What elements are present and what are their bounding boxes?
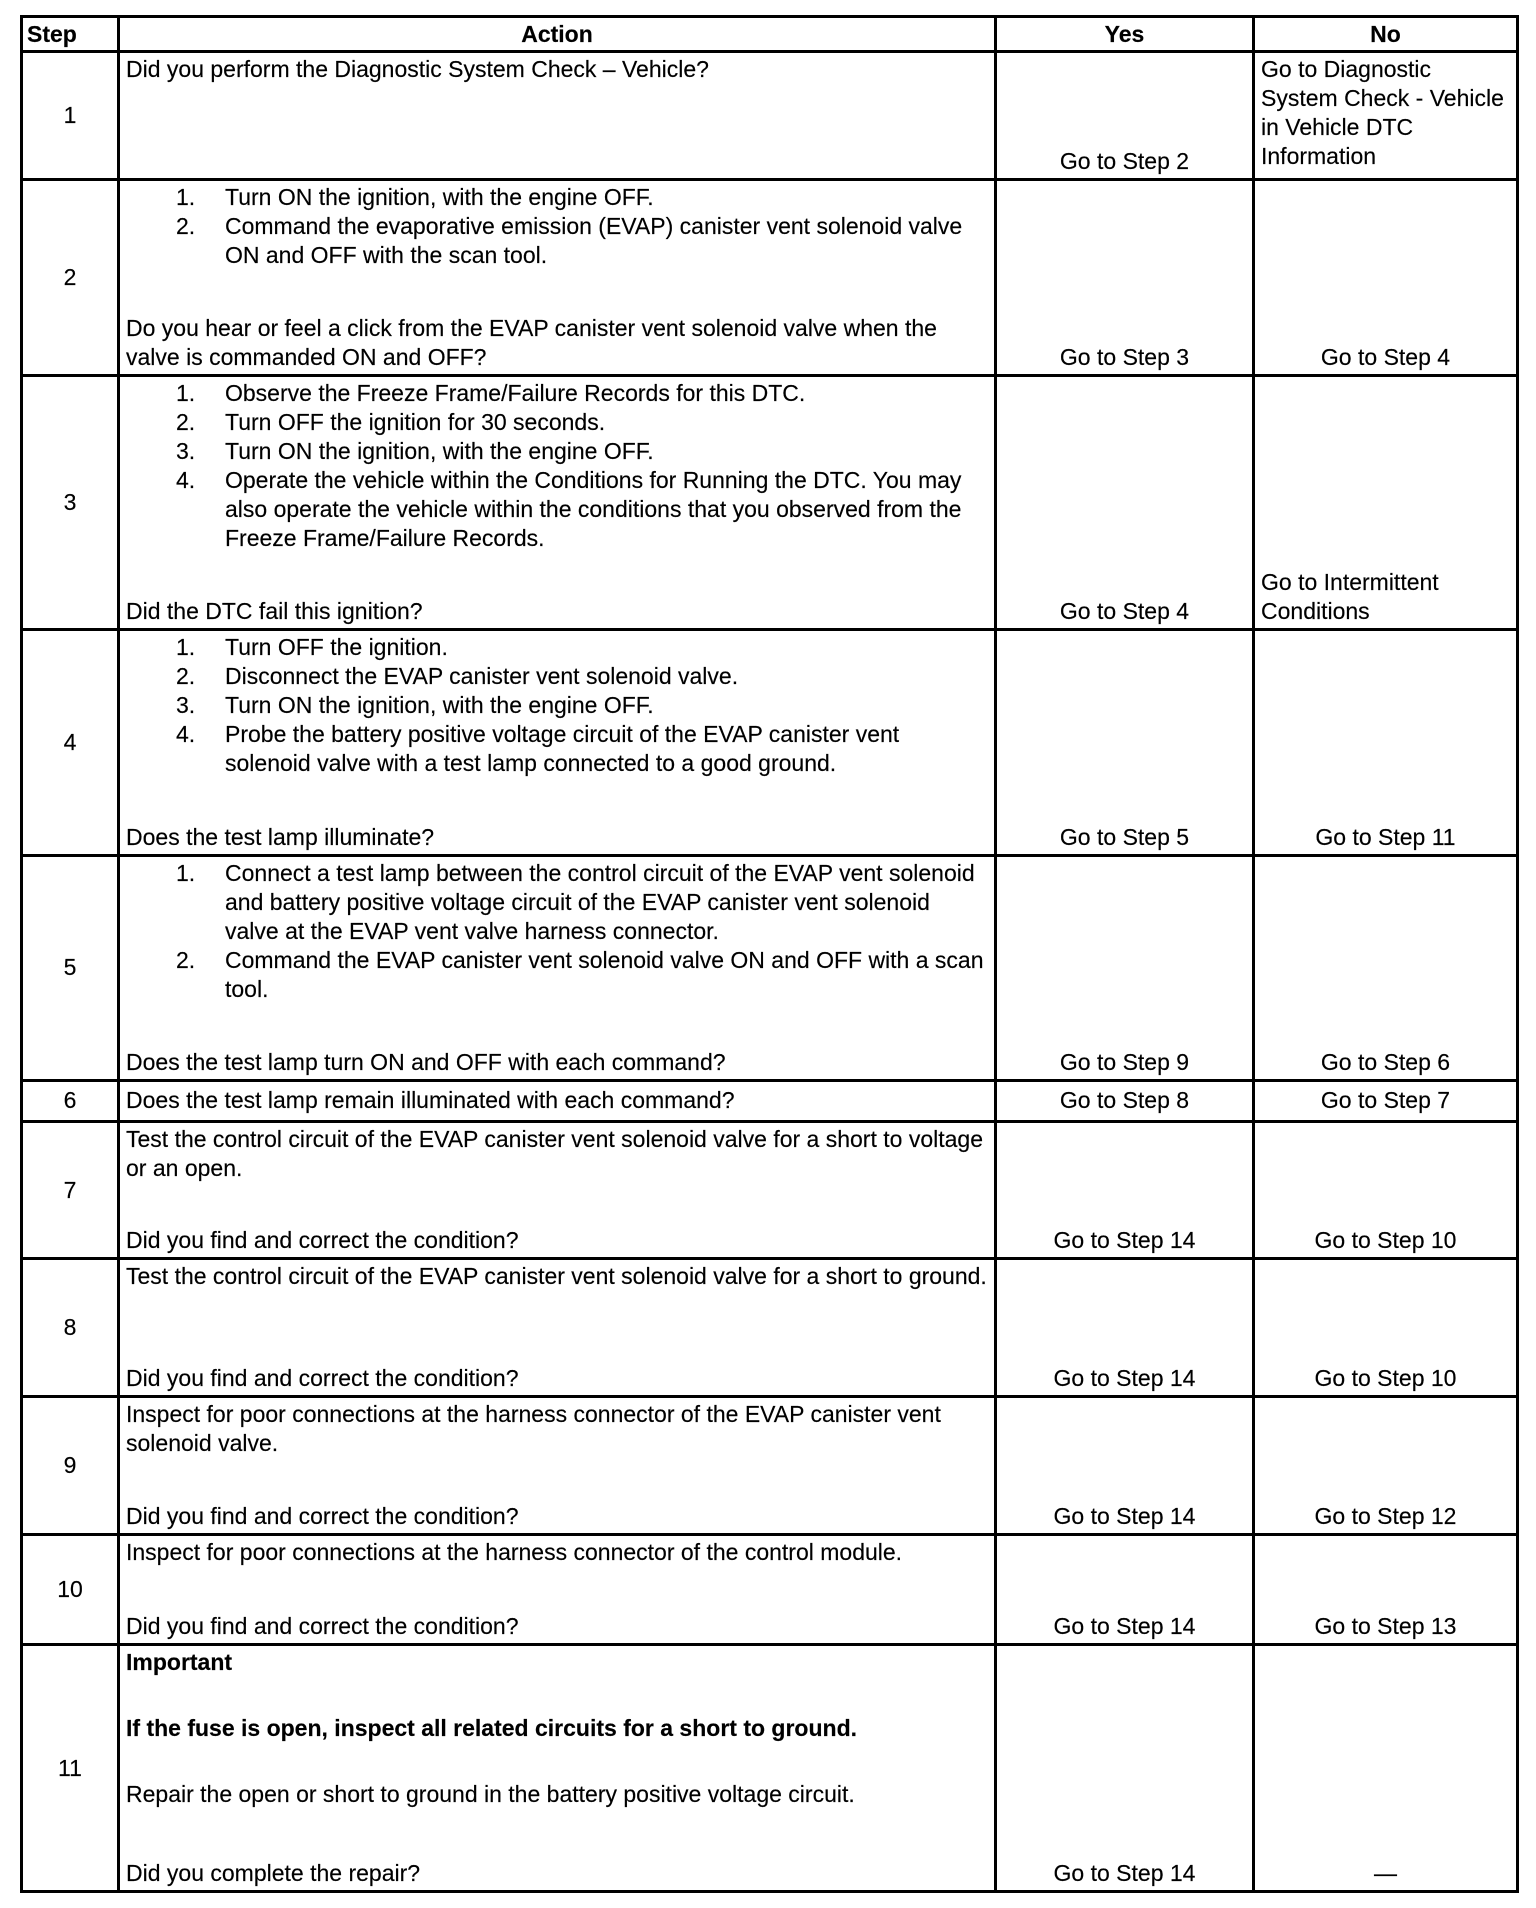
- action-steps: [126, 183, 988, 270]
- step-number: 4: [22, 630, 119, 856]
- action-question: Did you find and correct the condition?: [126, 1227, 519, 1254]
- step-number: 6: [22, 1081, 119, 1121]
- action-step: 3. Turn ON the ignition, with the engine OFF.: [176, 438, 654, 465]
- no-cell: Go to Step 12: [1254, 1397, 1518, 1535]
- action-cell: [119, 179, 996, 375]
- important-note: If the fuse is open, inspect all related circuits for a short to ground.: [126, 1715, 858, 1742]
- yes-cell: Go to Step 9: [996, 855, 1254, 1081]
- action-step: 3. Turn ON the ignition, with the engine OFF.: [176, 692, 654, 719]
- action-text: Repair the open or short to ground in the battery positive voltage circuit.: [126, 1781, 855, 1808]
- action-cell: [119, 1397, 996, 1535]
- no-cell: Go to Step 13: [1254, 1535, 1518, 1645]
- action-question: Does the test lamp remain illuminated with each command?: [126, 1087, 735, 1114]
- table-row: [22, 630, 1518, 856]
- table-row: [22, 1535, 1518, 1645]
- action-step: 1. Turn OFF the ignition.: [176, 634, 448, 661]
- header-yes: Yes: [996, 17, 1254, 52]
- table-row: [22, 1259, 1518, 1397]
- action-question: Does the test lamp turn ON and OFF with each command?: [126, 1049, 726, 1076]
- action-cell: [119, 1081, 996, 1121]
- yes-cell: Go to Step 8: [996, 1081, 1254, 1121]
- step-number: 11: [22, 1645, 119, 1892]
- no-cell: Go to Diagnostic System Check - Vehicle in Vehicle DTC Information: [1254, 52, 1518, 180]
- header-row: [22, 17, 1518, 52]
- action-text: Test the control circuit of the EVAP canister vent solenoid valve for a short to voltage or an open.: [126, 1125, 983, 1181]
- table-row: [22, 179, 1518, 375]
- table-row: [22, 855, 1518, 1081]
- action-step: 4. Probe the battery positive voltage circuit of the EVAP canister vent solenoid valve with a test lamp connected to a good ground.: [176, 721, 900, 777]
- action-question: Did the DTC fail this ignition?: [126, 598, 423, 625]
- action-step: 1. Observe the Freeze Frame/Failure Records for this DTC.: [176, 380, 806, 407]
- action-cell: [119, 52, 996, 180]
- action-text: Inspect for poor connections at the harness connector of the control module.: [126, 1539, 903, 1566]
- yes-cell: Go to Step 14: [996, 1259, 1254, 1397]
- table-row: [22, 1081, 1518, 1121]
- no-cell: Go to Step 10: [1254, 1259, 1518, 1397]
- action-cell: [119, 1645, 996, 1892]
- action-question: Did you find and correct the condition?: [126, 1503, 519, 1530]
- action-steps: [126, 633, 988, 778]
- action-steps: [126, 379, 988, 553]
- action-question: Did you find and correct the condition?: [126, 1613, 519, 1640]
- step-number: 3: [22, 376, 119, 630]
- action-question: Did you complete the repair?: [126, 1860, 421, 1886]
- table-row: [22, 376, 1518, 630]
- table-row: [22, 1645, 1518, 1892]
- step-number: 5: [22, 855, 119, 1081]
- header-no: No: [1254, 17, 1518, 52]
- action-cell: [119, 1121, 996, 1259]
- no-cell: Go to Intermittent Conditions: [1254, 376, 1518, 630]
- step-number: 10: [22, 1535, 119, 1645]
- table-row: [22, 1397, 1518, 1535]
- action-question: Do you hear or feel a click from the EVAP canister vent solenoid valve when the valve is commanded ON and OFF?: [126, 315, 937, 371]
- no-cell: Go to Step 4: [1254, 179, 1518, 375]
- yes-cell: Go to Step 14: [996, 1397, 1254, 1535]
- header-action: Action: [119, 17, 996, 52]
- no-cell: Go to Step 7: [1254, 1081, 1518, 1121]
- action-question: Does the test lamp illuminate?: [126, 823, 435, 850]
- table-row: [22, 1121, 1518, 1259]
- yes-cell: Go to Step 4: [996, 376, 1254, 630]
- no-cell: Go to Step 10: [1254, 1121, 1518, 1259]
- action-step: 2. Command the evaporative emission (EVAP) canister vent solenoid valve ON and OFF with the scan tool.: [176, 212, 963, 268]
- step-number: 9: [22, 1397, 119, 1535]
- diagnostic-table: [20, 15, 1519, 1893]
- step-number: 7: [22, 1121, 119, 1259]
- action-step: 2. Turn OFF the ignition for 30 seconds.: [176, 409, 606, 436]
- step-number: 8: [22, 1259, 119, 1397]
- action-text: Test the control circuit of the EVAP canister vent solenoid valve for a short to ground.: [126, 1263, 987, 1290]
- action-cell: [119, 630, 996, 856]
- yes-cell: Go to Step 14: [996, 1535, 1254, 1645]
- yes-cell: Go to Step 2: [996, 52, 1254, 180]
- action-question: Did you perform the Diagnostic System Check – Vehicle?: [126, 56, 709, 82]
- action-step: 1. Turn ON the ignition, with the engine OFF.: [176, 183, 654, 210]
- action-step: 2. Disconnect the EVAP canister vent solenoid valve.: [176, 663, 739, 690]
- action-step: 1. Connect a test lamp between the control circuit of the EVAP vent solenoid and battery positive voltage circuit of the EVAP canister vent solenoid valve at the EVAP vent valve harness connector.: [176, 859, 975, 944]
- action-step: 4. Operate the vehicle within the Conditions for Running the DTC. You may also operate the vehicle within the conditions that you observed from the Freeze Frame/Failure Records.: [176, 467, 962, 552]
- yes-cell: Go to Step 14: [996, 1121, 1254, 1259]
- table-row: [22, 52, 1518, 180]
- action-steps: [126, 859, 988, 1004]
- action-step: 2. Command the EVAP canister vent solenoid valve ON and OFF with a scan tool.: [176, 946, 984, 1002]
- important-heading: Important: [126, 1649, 233, 1676]
- action-cell: [119, 1535, 996, 1645]
- no-cell: Go to Step 6: [1254, 855, 1518, 1081]
- yes-cell: Go to Step 5: [996, 630, 1254, 856]
- no-cell: Go to Step 11: [1254, 630, 1518, 856]
- no-cell: —: [1254, 1645, 1518, 1892]
- action-question: Did you find and correct the condition?: [126, 1365, 519, 1392]
- header-step: Step: [22, 17, 119, 52]
- yes-cell: Go to Step 14: [996, 1645, 1254, 1892]
- step-number: 1: [22, 52, 119, 180]
- action-cell: [119, 376, 996, 630]
- action-cell: [119, 1259, 996, 1397]
- yes-cell: Go to Step 3: [996, 179, 1254, 375]
- action-cell: [119, 855, 996, 1081]
- step-number: 2: [22, 179, 119, 375]
- action-text: Inspect for poor connections at the harness connector of the EVAP canister vent solenoid valve.: [126, 1401, 941, 1457]
